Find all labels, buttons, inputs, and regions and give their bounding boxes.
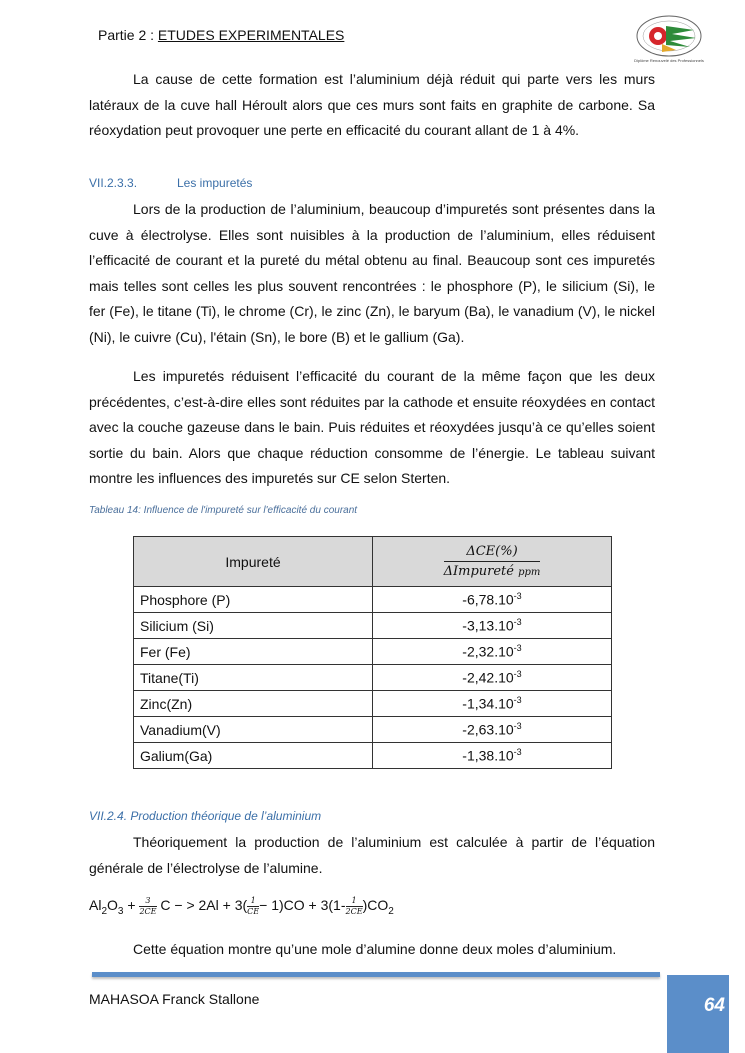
value-exponent: -3 <box>513 747 522 758</box>
impurity-name: Fer (Fe) <box>134 639 373 665</box>
fraction-subscript: ppm <box>518 567 541 578</box>
paragraph-conclusion <box>89 937 655 963</box>
impurity-value: $-1,38.10^{-3}$ <box>373 743 612 769</box>
impurity-name: Silicium (Si) <box>134 613 373 639</box>
paragraph-production <box>89 830 655 881</box>
section-number: VII.2.3.3. <box>89 176 138 190</box>
header-impurete: Impureté <box>134 537 373 587</box>
fraction-denominator: ΔImpureté ppm <box>443 564 541 579</box>
impurity-value: $-1,34.10^{-3}$ <box>373 691 612 717</box>
fraction-1-over-ce: $\frac{1}{CE}$ <box>247 896 260 916</box>
electrolysis-equation: $Al_2O_3$ + $\frac{3}{2CE}$ C − > 2Al + 3( $\frac{1}{CE}$ − 1)CO + 3(1- $\frac{1}{2CE}$ )$CO_2$ <box>89 896 394 917</box>
value-exponent: -3 <box>513 669 522 680</box>
table-row <box>134 665 612 691</box>
table-row <box>134 613 612 639</box>
footer-divider <box>92 972 660 977</box>
paragraph-efficacite <box>89 364 655 492</box>
value-exponent: -3 <box>513 721 522 732</box>
paragraph-text: Lors de la production de l’aluminium, beaucoup d’impuretés sont présentes dans la cuve à électrolyse. Elles sont nuisibles à la production de l’aluminium, elles réduisent l’efficacité de courant et la pureté du métal obtenu au final. Beaucoup sont ces impuretés mais telles sont celles les plus souvent rencontrées : le phosphore (P), le silicium (Si), le fer (Fe), le titane (Ti), le chrome (Cr), le zinc (Zn), le baryum (Ba), le vanadium (V), le nickel (Ni), le cuivre (Cu), l'étain (Sn), le bore (B) et le gallium (Ga). <box>89 201 655 345</box>
institution-logo <box>632 14 706 64</box>
value-exponent: -3 <box>513 643 522 654</box>
impurity-value: $-2,42.10^{-3}$ <box>373 665 612 691</box>
paragraph-text: La cause de cette formation est l’aluminium déjà réduit qui parte vers les murs latéraux de la cuve hall Héroult alors que ces murs sont faits en graphite de carbone. Sa réoxydation peut provoquer une perte en efficacité du courant allant de 1 à 4%. <box>89 71 655 139</box>
impurity-name: Zinc(Zn) <box>134 691 373 717</box>
paragraph-text: Cette équation montre qu’une mole d’alumine donne deux moles d’aluminium. <box>133 941 617 957</box>
table-row <box>134 691 612 717</box>
header-delta-ce <box>373 537 612 587</box>
fraction-3-over-2ce: $\frac{3}{2CE}$ <box>139 896 157 916</box>
impurity-value: $-3,13.10^{-3}$ <box>373 613 612 639</box>
section-heading-impuretes <box>89 176 252 190</box>
impurity-value: $-2,32.10^{-3}$ <box>373 639 612 665</box>
page-number-box <box>667 975 729 1053</box>
impurity-name: Vanadium(V) <box>134 717 373 743</box>
impurity-value: $-6,78.10^{-3}$ <box>373 587 612 613</box>
fraction-numerator: ΔCE(%) <box>444 544 541 562</box>
impurity-name: Titane(Ti) <box>134 665 373 691</box>
paragraph-text: Théoriquement la production de l’aluminium est calculée à partir de l’équation générale de l’électrolyse de l’alumine. <box>89 834 655 876</box>
impurity-table <box>133 536 612 769</box>
footer-author: MAHASOA Franck Stallone <box>89 991 260 1007</box>
paragraph-impuretes <box>89 197 655 351</box>
section-heading-production: VII.2.4. Production théorique de l’aluminium <box>89 809 322 823</box>
table-header-row <box>134 537 612 587</box>
table-row <box>134 743 612 769</box>
page-header <box>98 27 344 43</box>
paragraph-text: Les impuretés réduisent l’efficacité du courant de la même façon que les deux précédentes, c’est-à-dire elles sont réduites par la cathode et ensuite réoxydées en contact avec la couche gazeuse dans le bain. Puis réduites et réoxydées jusqu’à ce qu’elles soient sortie du bain. Alors que chaque réduction consomme de l’énergie. Le tableau suivant montre les influences des impuretés sur CE selon Sterten. <box>89 368 655 487</box>
paragraph-cause <box>89 67 655 144</box>
impurity-name: Phosphore (P) <box>134 587 373 613</box>
table-caption: Tableau 14: Influence de l'impureté sur l'efficacité du courant <box>89 505 358 516</box>
value-exponent: -3 <box>513 617 522 628</box>
table-body <box>134 587 612 769</box>
fraction-1-over-2ce: $\frac{1}{2CE}$ <box>345 896 363 916</box>
header-prefix: Partie 2 : <box>98 27 158 43</box>
table-row <box>134 717 612 743</box>
impurity-value: $-2,63.10^{-3}$ <box>373 717 612 743</box>
value-exponent: -3 <box>513 591 522 602</box>
value-exponent: -3 <box>513 695 522 706</box>
delta-ce-fraction <box>444 544 541 579</box>
table-row <box>134 587 612 613</box>
table-row <box>134 639 612 665</box>
page-number: 64 <box>703 995 725 1016</box>
impurity-name: Galium(Ga) <box>134 743 373 769</box>
header-title: ETUDES EXPERIMENTALES <box>157 27 345 43</box>
logo-text: Diplôme Renouvelé des Professionnels <box>634 58 704 63</box>
section-title: Les impuretés <box>177 176 253 190</box>
